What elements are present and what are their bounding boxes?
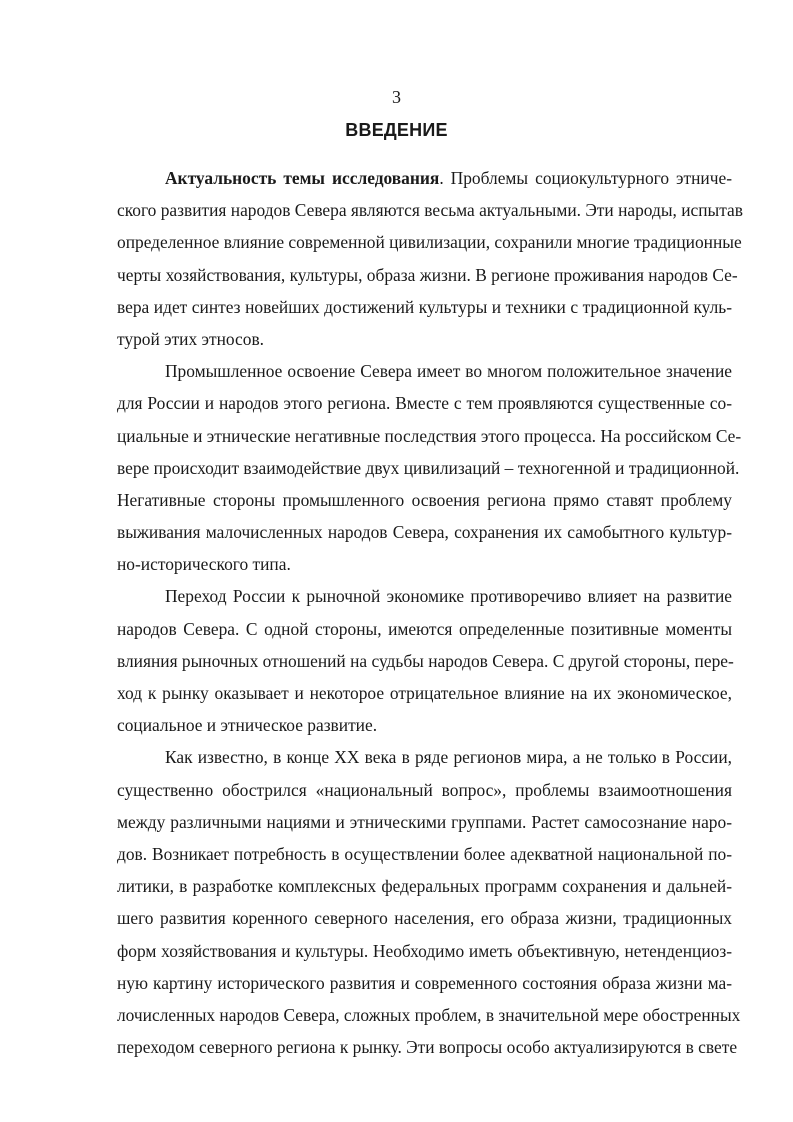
paragraph-line: влияния рыночных отношений на судьбы народов Севера. С другой стороны, пере- (117, 650, 734, 671)
paragraph-line: переходом северного региона к рынку. Эти вопросы особо актуализируются в свете (117, 1037, 738, 1058)
paragraph-line: турой этих этносов. (117, 328, 264, 349)
paragraph-line: форм хозяйствования и культуры. Необходимо иметь объективную, нетенденциоз- (117, 940, 732, 961)
paragraph-line: ского развития народов Севера являются весьма актуальными. Эти народы, испытав (117, 200, 743, 221)
paragraph-line: ную картину исторического развития и современного состояния образа жизни ма- (117, 972, 732, 993)
paragraph-line: для России и народов этого региона. Вместе с тем проявляются существенные со- (117, 393, 732, 414)
paragraph-line: дов. Возникает потребность в осуществлении более адекватной национальной по- (117, 843, 732, 864)
paragraph-line: Переход России к рыночной экономике противоречиво влияет на развитие (165, 586, 732, 607)
paragraph-line: социальное и этническое развитие. (117, 715, 378, 736)
section-heading: ВВЕДЕНИЕ (345, 120, 448, 140)
page-number: 3 (392, 87, 401, 107)
paragraph-line: Промышленное освоение Севера имеет во многом положительное значение (165, 361, 732, 382)
paragraph-line: вере происходит взаимодействие двух цивилизаций – техногенной и традиционной. (117, 457, 740, 478)
paragraph-line (117, 162, 732, 194)
paragraph-line: черты хозяйствования, культуры, образа жизни. В регионе проживания народов Се- (117, 264, 738, 285)
paragraph-line: циальные и этнические негативные последствия этого процесса. На российском Се- (117, 425, 742, 446)
paragraph-line: ход к рынку оказывает и некоторое отрицательное влияние на их экономическое, (117, 683, 732, 703)
paragraph-line: определенное влияние современной цивилизации, сохранили многие традиционные (117, 232, 742, 253)
paragraph-line: вера идет синтез новейших достижений культуры и техники с традиционной куль- (117, 296, 732, 317)
paragraph-line: шего развития коренного северного населения, его образа жизни, традиционных (117, 908, 732, 929)
paragraph-line: Как известно, в конце XX века в ряде регионов мира, а не только в России, (165, 747, 732, 768)
topic-relevance-lead: Актуальность темы исследования (165, 168, 440, 188)
paragraph-line: народов Севера. С одной стороны, имеются определенные позитивные моменты (117, 618, 732, 639)
paragraph-line: но-исторического типа. (117, 554, 291, 575)
paragraph-line: лочисленных народов Севера, сложных проблем, в значительной мере обостренных (117, 1004, 741, 1025)
paragraph-line-text: . Проблемы социокультурного этниче- (439, 168, 732, 188)
paragraph-line: Негативные стороны промышленного освоения региона прямо ставят проблему (117, 489, 732, 510)
paragraph-line: выживания малочисленных народов Севера, сохранения их самобытного культур- (117, 522, 732, 543)
paragraph-line: литики, в разработке комплексных федеральных программ сохранения и дальней- (117, 876, 732, 897)
paragraph-line: существенно обострился «национальный вопрос», проблемы взаимоотношения (117, 779, 732, 800)
body-text (117, 162, 743, 1063)
paragraph-line: между различными нациями и этническими группами. Растет самосознание наро- (117, 811, 732, 832)
